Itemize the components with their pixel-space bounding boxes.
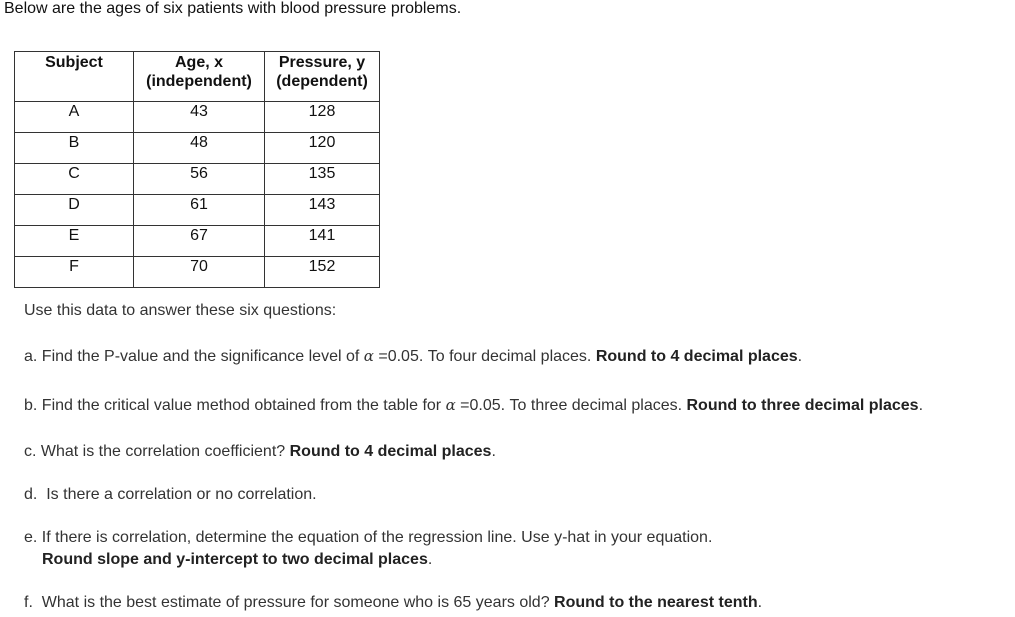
question-f-text: f. What is the best estimate of pressure for someone who is 65 years old? <box>24 594 555 611</box>
cell-subject: B <box>15 133 134 164</box>
question-a-text: a. Find the P-value and the significance level of <box>24 348 364 365</box>
cell-subject: F <box>15 257 134 288</box>
intro-text: Below are the ages of six patients with blood pressure problems. <box>4 0 462 17</box>
question-b-period: . <box>918 397 924 414</box>
header-subject-label: Subject <box>45 54 103 71</box>
alpha-symbol: α <box>363 347 374 365</box>
question-b-text: b. Find the critical value method obtained from the table for <box>24 397 446 414</box>
cell-age: 67 <box>134 226 265 257</box>
question-b-instruction: Round to three decimal places <box>686 397 919 414</box>
question-c <box>24 441 496 463</box>
question-e-instruction-line <box>42 549 432 571</box>
question-e-period: . <box>427 551 433 568</box>
question-a <box>24 345 802 368</box>
header-subject <box>15 52 134 102</box>
cell-subject: D <box>15 195 134 226</box>
cell-pressure: 152 <box>265 257 380 288</box>
table-row <box>15 164 380 195</box>
table-row <box>15 257 380 288</box>
question-d <box>24 484 317 506</box>
instructions-text: Use this data to answer these six questions: <box>24 302 337 319</box>
question-c-instruction: Round to 4 decimal places <box>289 443 492 460</box>
alpha-symbol: α <box>445 396 456 414</box>
question-b-alpha-value: =0.05. To three decimal places. <box>455 397 687 414</box>
cell-subject: C <box>15 164 134 195</box>
question-e <box>24 527 712 549</box>
cell-pressure: 143 <box>265 195 380 226</box>
question-d-text: d. Is there a correlation or no correlation. <box>24 486 317 503</box>
table-row <box>15 195 380 226</box>
question-f <box>24 592 762 614</box>
header-pressure <box>265 52 380 102</box>
question-a-alpha-value: =0.05. To four decimal places. <box>373 348 596 365</box>
patients-table <box>14 51 380 288</box>
question-e-instruction: Round slope and y-intercept to two decimal places <box>42 551 428 568</box>
question-f-instruction: Round to the nearest tenth <box>554 594 758 611</box>
table-row <box>15 226 380 257</box>
cell-age: 70 <box>134 257 265 288</box>
question-b <box>24 394 923 417</box>
header-age <box>134 52 265 102</box>
cell-age: 56 <box>134 164 265 195</box>
header-age-label: Age, x <box>174 54 223 71</box>
cell-age: 43 <box>134 102 265 133</box>
header-pressure-label: Pressure, y <box>278 54 366 71</box>
cell-pressure: 135 <box>265 164 380 195</box>
cell-age: 48 <box>134 133 265 164</box>
question-f-period: . <box>757 594 763 611</box>
question-a-period: . <box>797 348 803 365</box>
question-c-text: c. What is the correlation coefficient? <box>24 443 290 460</box>
question-e-text: e. If there is correlation, determine the equation of the regression line. Use y-hat in your equation. <box>24 529 713 546</box>
cell-pressure: 128 <box>265 102 380 133</box>
cell-pressure: 141 <box>265 226 380 257</box>
table-row <box>15 133 380 164</box>
cell-subject: E <box>15 226 134 257</box>
table-header-row <box>15 52 380 102</box>
header-pressure-sub: (dependent) <box>276 73 368 90</box>
table-row <box>15 102 380 133</box>
cell-subject: A <box>15 102 134 133</box>
header-age-sub: (independent) <box>146 73 252 90</box>
question-a-instruction: Round to 4 decimal places <box>595 348 798 365</box>
cell-pressure: 120 <box>265 133 380 164</box>
cell-age: 61 <box>134 195 265 226</box>
question-c-period: . <box>491 443 496 460</box>
